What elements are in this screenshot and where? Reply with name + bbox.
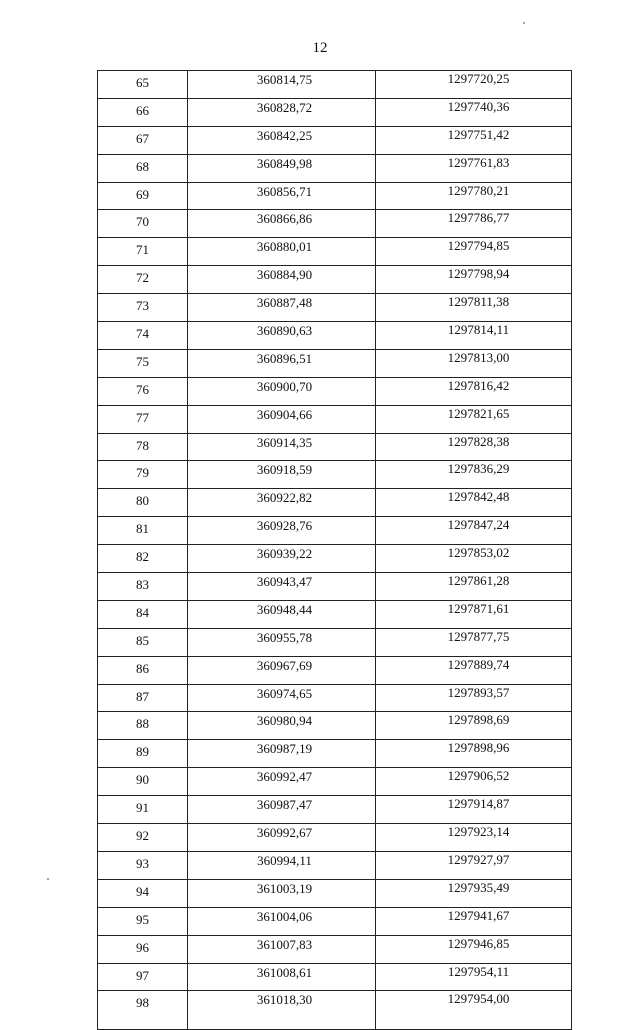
x-coordinate-cell: 360992,47 (188, 768, 376, 796)
table-row (98, 963, 572, 991)
x-coordinate-cell: 360992,67 (188, 824, 376, 852)
x-coordinate-cell: 360880,01 (188, 238, 376, 266)
x-coordinate-cell: 360896,51 (188, 349, 376, 377)
point-number-cell: 76 (98, 377, 188, 405)
table-row (98, 405, 572, 433)
point-number-cell: 88 (98, 712, 188, 740)
point-number-cell: 77 (98, 405, 188, 433)
x-coordinate-cell: 360987,47 (188, 796, 376, 824)
table-row (98, 991, 572, 1030)
table-row (98, 740, 572, 768)
y-coordinate-cell: 1297780,21 (376, 182, 572, 210)
x-coordinate-cell: 360842,25 (188, 126, 376, 154)
table-row (98, 210, 572, 238)
x-coordinate-cell: 360980,94 (188, 712, 376, 740)
y-coordinate-cell: 1297720,25 (376, 71, 572, 99)
table-row (98, 796, 572, 824)
y-coordinate-cell: 1297893,57 (376, 684, 572, 712)
x-coordinate-cell: 360928,76 (188, 517, 376, 545)
point-number-cell: 74 (98, 322, 188, 350)
y-coordinate-cell: 1297954,11 (376, 963, 572, 991)
point-number-cell: 93 (98, 851, 188, 879)
point-number-cell: 82 (98, 545, 188, 573)
y-coordinate-cell: 1297813,00 (376, 349, 572, 377)
point-number-cell: 92 (98, 824, 188, 852)
table-row (98, 433, 572, 461)
y-coordinate-cell: 1297871,61 (376, 600, 572, 628)
table-row (98, 935, 572, 963)
y-coordinate-cell: 1297740,36 (376, 98, 572, 126)
y-coordinate-cell: 1297828,38 (376, 433, 572, 461)
x-coordinate-cell: 361008,61 (188, 963, 376, 991)
y-coordinate-cell: 1297861,28 (376, 573, 572, 601)
point-number-cell: 80 (98, 489, 188, 517)
table-row (98, 879, 572, 907)
point-number-cell: 83 (98, 573, 188, 601)
point-number-cell: 75 (98, 349, 188, 377)
point-number-cell: 65 (98, 71, 188, 99)
x-coordinate-cell: 360884,90 (188, 266, 376, 294)
x-coordinate-cell: 360955,78 (188, 628, 376, 656)
x-coordinate-cell: 360939,22 (188, 545, 376, 573)
x-coordinate-cell: 360866,86 (188, 210, 376, 238)
y-coordinate-cell: 1297906,52 (376, 768, 572, 796)
point-number-cell: 69 (98, 182, 188, 210)
x-coordinate-cell: 360887,48 (188, 294, 376, 322)
scan-speck (47, 878, 49, 880)
y-coordinate-cell: 1297954,00 (376, 991, 572, 1030)
point-number-cell: 95 (98, 907, 188, 935)
point-number-cell: 68 (98, 154, 188, 182)
y-coordinate-cell: 1297821,65 (376, 405, 572, 433)
point-number-cell: 67 (98, 126, 188, 154)
point-number-cell: 81 (98, 517, 188, 545)
table-row (98, 851, 572, 879)
y-coordinate-cell: 1297923,14 (376, 824, 572, 852)
point-number-cell: 86 (98, 656, 188, 684)
x-coordinate-cell: 361004,06 (188, 907, 376, 935)
table-row (98, 600, 572, 628)
point-number-cell: 73 (98, 294, 188, 322)
y-coordinate-cell: 1297853,02 (376, 545, 572, 573)
point-number-cell: 89 (98, 740, 188, 768)
table-row (98, 71, 572, 99)
x-coordinate-cell: 360856,71 (188, 182, 376, 210)
y-coordinate-cell: 1297898,96 (376, 740, 572, 768)
point-number-cell: 97 (98, 963, 188, 991)
x-coordinate-cell: 360987,19 (188, 740, 376, 768)
table-row (98, 461, 572, 489)
table-row (98, 517, 572, 545)
point-number-cell: 98 (98, 991, 188, 1030)
x-coordinate-cell: 360918,59 (188, 461, 376, 489)
table-row (98, 545, 572, 573)
x-coordinate-cell: 360922,82 (188, 489, 376, 517)
y-coordinate-cell: 1297941,67 (376, 907, 572, 935)
point-number-cell: 87 (98, 684, 188, 712)
y-coordinate-cell: 1297914,87 (376, 796, 572, 824)
x-coordinate-cell: 360914,35 (188, 433, 376, 461)
table-row (98, 238, 572, 266)
table-row (98, 712, 572, 740)
table-row (98, 98, 572, 126)
table-row (98, 266, 572, 294)
point-number-cell: 79 (98, 461, 188, 489)
x-coordinate-cell: 361003,19 (188, 879, 376, 907)
table-row (98, 907, 572, 935)
table-row (98, 684, 572, 712)
y-coordinate-cell: 1297935,49 (376, 879, 572, 907)
x-coordinate-cell: 360828,72 (188, 98, 376, 126)
point-number-cell: 72 (98, 266, 188, 294)
table-row (98, 182, 572, 210)
y-coordinate-cell: 1297814,11 (376, 322, 572, 350)
point-number-cell: 70 (98, 210, 188, 238)
point-number-cell: 94 (98, 879, 188, 907)
page-number: 12 (312, 40, 328, 56)
y-coordinate-cell: 1297811,38 (376, 294, 572, 322)
scan-speck (523, 22, 525, 24)
y-coordinate-cell: 1297836,29 (376, 461, 572, 489)
table-row (98, 349, 572, 377)
y-coordinate-cell: 1297847,24 (376, 517, 572, 545)
table-row (98, 377, 572, 405)
x-coordinate-cell: 360904,66 (188, 405, 376, 433)
x-coordinate-cell: 360849,98 (188, 154, 376, 182)
y-coordinate-cell: 1297798,94 (376, 266, 572, 294)
y-coordinate-cell: 1297877,75 (376, 628, 572, 656)
coordinates-table (97, 70, 572, 1030)
table-row (98, 628, 572, 656)
table-row (98, 768, 572, 796)
point-number-cell: 78 (98, 433, 188, 461)
table-row (98, 154, 572, 182)
y-coordinate-cell: 1297786,77 (376, 210, 572, 238)
x-coordinate-cell: 361018,30 (188, 991, 376, 1030)
point-number-cell: 85 (98, 628, 188, 656)
table-row (98, 322, 572, 350)
point-number-cell: 90 (98, 768, 188, 796)
x-coordinate-cell: 360943,47 (188, 573, 376, 601)
y-coordinate-cell: 1297842,48 (376, 489, 572, 517)
x-coordinate-cell: 360948,44 (188, 600, 376, 628)
y-coordinate-cell: 1297794,85 (376, 238, 572, 266)
x-coordinate-cell: 360994,11 (188, 851, 376, 879)
y-coordinate-cell: 1297816,42 (376, 377, 572, 405)
y-coordinate-cell: 1297946,85 (376, 935, 572, 963)
coordinates-table-body (98, 71, 572, 1030)
table-row (98, 294, 572, 322)
x-coordinate-cell: 361007,83 (188, 935, 376, 963)
y-coordinate-cell: 1297898,69 (376, 712, 572, 740)
x-coordinate-cell: 360890,63 (188, 322, 376, 350)
y-coordinate-cell: 1297761,83 (376, 154, 572, 182)
x-coordinate-cell: 360974,65 (188, 684, 376, 712)
table-row (98, 824, 572, 852)
table-row (98, 489, 572, 517)
table-row (98, 656, 572, 684)
point-number-cell: 66 (98, 98, 188, 126)
point-number-cell: 91 (98, 796, 188, 824)
x-coordinate-cell: 360814,75 (188, 71, 376, 99)
y-coordinate-cell: 1297927,97 (376, 851, 572, 879)
point-number-cell: 84 (98, 600, 188, 628)
point-number-cell: 96 (98, 935, 188, 963)
point-number-cell: 71 (98, 238, 188, 266)
table-row (98, 573, 572, 601)
x-coordinate-cell: 360967,69 (188, 656, 376, 684)
y-coordinate-cell: 1297751,42 (376, 126, 572, 154)
table-row (98, 126, 572, 154)
x-coordinate-cell: 360900,70 (188, 377, 376, 405)
y-coordinate-cell: 1297889,74 (376, 656, 572, 684)
